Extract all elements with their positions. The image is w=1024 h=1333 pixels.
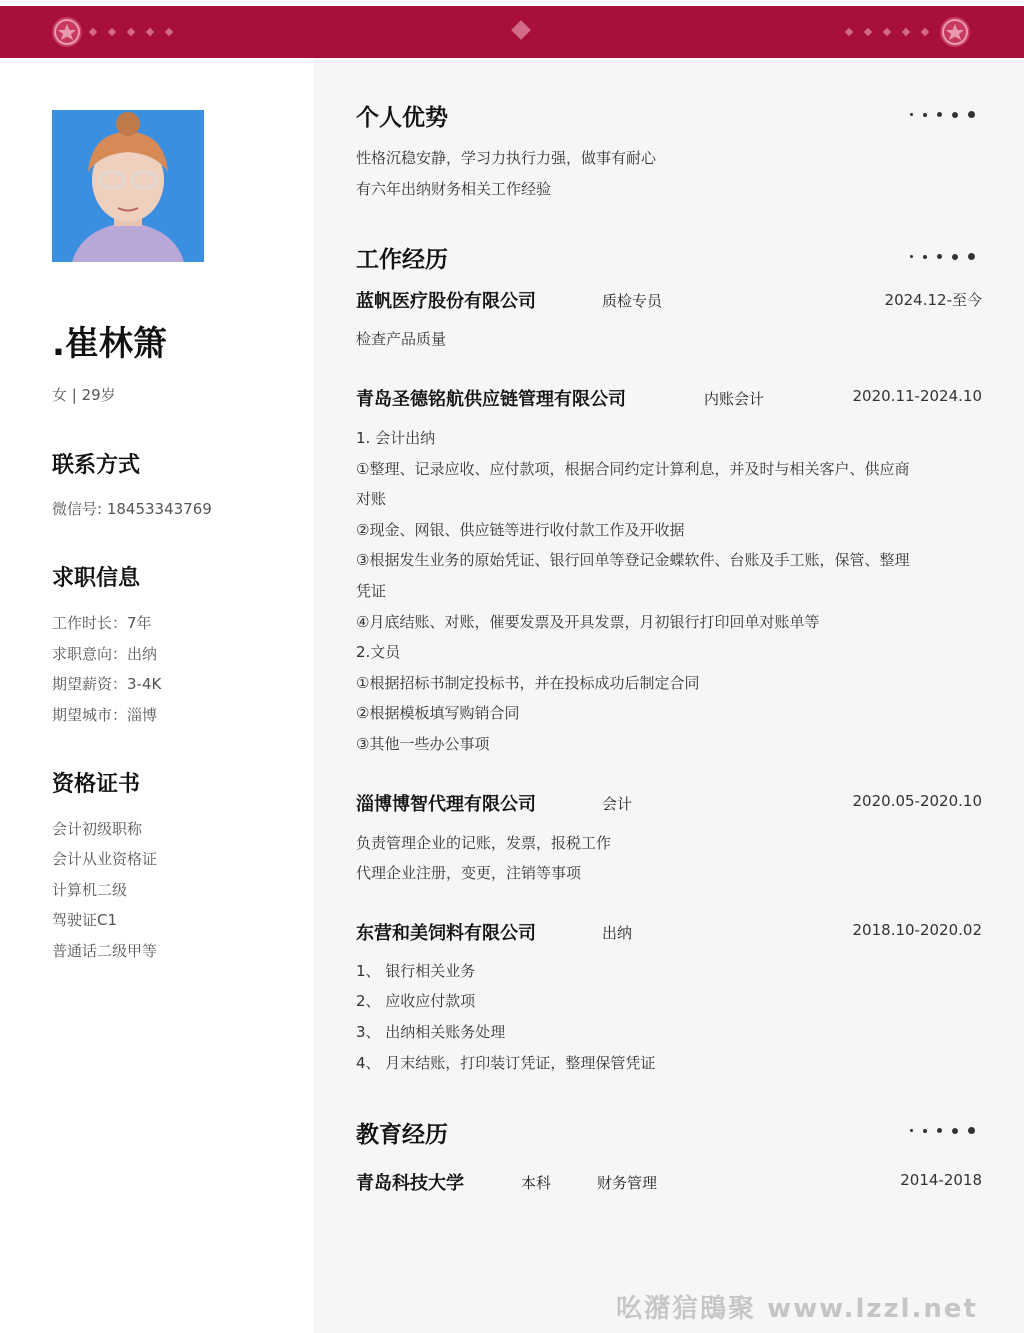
certs-heading: 资格证书 — [52, 772, 141, 797]
job-duty-line: ③根据发生业务的原始凭证、银行回单等登记金蝶软件、台账及手工账，保管、整理 — [356, 551, 910, 569]
advantage-line: 性格沉稳安静，学习力执行力强，做事有耐心 — [356, 149, 657, 167]
job-duty-line: 1. 会计出纳 — [356, 429, 436, 447]
advantage-line: 有六年出纳财务相关工作经验 — [356, 180, 552, 198]
job-duty-line: ③其他一些办公事项 — [356, 735, 490, 753]
job-info-item: 工作时长：7年 — [52, 614, 152, 632]
job-duty-line: ②现金、网银、供应链等进行收付款工作及开收据 — [356, 521, 685, 539]
job-duty-line: ④月底结账、对账，催要发票及开具发票，月初银行打印回单对账单等 — [356, 613, 820, 631]
company-name: 淄博博智代理有限公司 — [356, 794, 536, 815]
job-duty-line: 对账 — [356, 490, 387, 508]
education-heading: 教育经历 — [356, 1122, 448, 1148]
medal-icon — [52, 17, 82, 47]
job-duty-line: 负责管理企业的记账，发票，报税工作 — [356, 834, 612, 852]
job-duty-line: 3、 出纳相关账务处理 — [356, 1023, 506, 1041]
header-diamond — [511, 20, 531, 40]
job-duty-line: 1、 银行相关业务 — [356, 962, 476, 980]
section-dots — [910, 253, 975, 260]
job-duty-line: 4、 月末结账，打印装订凭证，整理保管凭证 — [356, 1054, 656, 1072]
gender-age: 女 | 29岁 — [52, 386, 116, 404]
company-name: 青岛圣德铭航供应链管理有限公司 — [356, 389, 626, 410]
degree: 本科 — [521, 1174, 552, 1192]
job-info-item: 求职意向：出纳 — [52, 645, 158, 663]
header-bar — [0, 6, 1024, 58]
job-role: 会计 — [602, 795, 633, 813]
job-role: 质检专员 — [602, 292, 663, 310]
major: 财务管理 — [597, 1174, 658, 1192]
job-role: 出纳 — [602, 924, 633, 942]
job-info-heading: 求职信息 — [52, 566, 141, 591]
cert-item: 计算机二级 — [52, 881, 128, 899]
company-name: 东营和美饲料有限公司 — [356, 923, 536, 944]
cert-item: 会计从业资格证 — [52, 850, 158, 868]
contact-heading: 联系方式 — [52, 453, 141, 478]
job-duty-line: ①整理、记录应收、应付款项，根据合同约定计算利息，并及时与相关客户、供应商 — [356, 460, 910, 478]
company-name: 蓝帆医疗股份有限公司 — [356, 291, 536, 312]
candidate-name: .崔林箫 — [52, 324, 167, 364]
job-date: 2018.10-2020.02 — [852, 921, 982, 939]
job-duty-line: 凭证 — [356, 582, 387, 600]
wechat-text: 微信号: 18453343769 — [52, 500, 212, 518]
cert-item: 驾驶证C1 — [52, 911, 118, 929]
job-info-item: 期望城市：淄博 — [52, 706, 158, 724]
job-duty-line: ①根据招标书制定投标书，并在投标成功后制定合同 — [356, 674, 700, 692]
job-date: 2020.05-2020.10 — [852, 792, 982, 810]
header-dots-right — [846, 29, 928, 35]
section-dots — [910, 111, 975, 118]
school-name: 青岛科技大学 — [356, 1173, 464, 1194]
work-heading: 工作经历 — [356, 247, 448, 273]
job-duty-line: 检查产品质量 — [356, 330, 447, 348]
avatar — [52, 110, 204, 262]
section-dots — [910, 1127, 975, 1134]
job-duty-line: 2.文员 — [356, 643, 401, 661]
header-dots-left — [90, 29, 172, 35]
watermark: 吆潴狺鴖聚 www.lzzl.net — [616, 1294, 978, 1324]
job-duty-line: 代理企业注册，变更，注销等事项 — [356, 864, 582, 882]
job-date: 2020.11-2024.10 — [852, 387, 982, 405]
cert-item: 普通话二级甲等 — [52, 942, 158, 960]
cert-item: 会计初级职称 — [52, 820, 143, 838]
advantages-heading: 个人优势 — [356, 105, 448, 131]
job-info-item: 期望薪资：3-4K — [52, 675, 162, 693]
education-date: 2014-2018 — [900, 1171, 982, 1189]
medal-icon — [940, 17, 970, 47]
job-duty-line: 2、 应收应付款项 — [356, 992, 476, 1010]
job-date: 2024.12-至今 — [884, 291, 982, 309]
job-duty-line: ②根据模板填写购销合同 — [356, 704, 520, 722]
job-role: 内账会计 — [704, 390, 765, 408]
